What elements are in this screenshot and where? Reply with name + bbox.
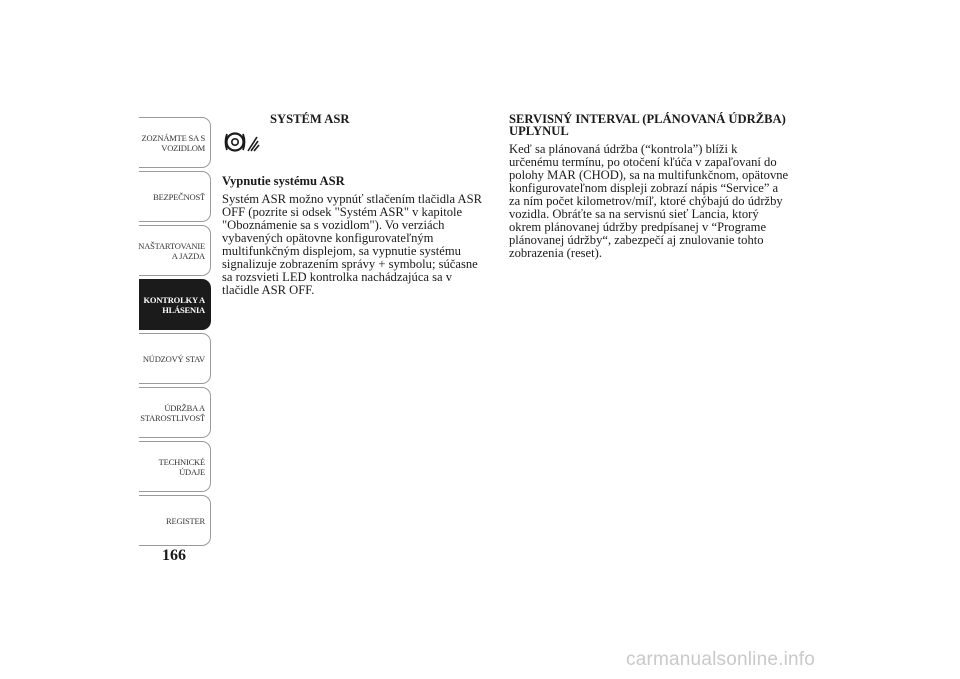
asr-section — [222, 113, 486, 297]
tab-technical-data[interactable]: TECHNICKÉ ÚDAJE — [139, 441, 211, 492]
tab-starting-driving[interactable]: NAŠTARTOVANIE A JAZDA — [139, 225, 211, 276]
service-interval-body: Keď sa plánovaná údržba (“kontrola”) blíži k určenému termínu, po otočení kľúča v zapaľovaní do polohy MAR (CHOD), sa na multifunkčnom, opätovne konfigurovateľnom displeji zobrazí nápis “Service” a za ním počet kilometrov/míľ, ktoré chýbajú do údržby vozidla. Obráťte sa na servisnú sieť Lancia, ktorý okrem plánovanej údržby predpísanej v “Programe plánovanej údržby“, zabezpečí aj znulovanie tohto zobrazenia (reset). — [509, 142, 789, 260]
tab-index[interactable]: REGISTER — [139, 495, 211, 546]
asr-title: SYSTÉM ASR — [270, 112, 350, 126]
asr-subheading: Vypnutie systému ASR — [222, 174, 345, 188]
tab-emergency[interactable]: NÚDZOVÝ STAV — [139, 333, 211, 384]
page-number: 166 — [162, 547, 186, 564]
tab-maintenance[interactable]: ÚDRŽBA A STAROSTLIVOSŤ — [139, 387, 211, 438]
tab-safety[interactable]: BEZPEČNOSŤ — [139, 171, 211, 222]
asr-warning-icon — [224, 129, 260, 155]
tab-intro[interactable]: ZOZNÁMTE SA S VOZIDLOM — [139, 117, 211, 168]
service-interval-section — [509, 113, 789, 260]
tab-warning-lights[interactable]: KONTROLKY A HLÁSENIA — [139, 279, 211, 330]
service-interval-title: SERVISNÝ INTERVAL (PLÁNOVANÁ ÚDRŽBA) UPLYNUL — [509, 112, 786, 138]
chapter-tabs — [139, 117, 211, 549]
watermark: carmanualsonline.info — [626, 649, 816, 670]
asr-body: Systém ASR možno vypnúť stlačením tlačidla ASR OFF (pozrite si odsek "Systém ASR" v kapitole "Oboznámenie sa s vozidlom"). Vo verziách vybavených opätovne konfigurovateľným multifunkčným displejom, sa vypnutie systému signalizuje zobrazením správy + symbolu; súčasne sa rozsvieti LED kontrolka nachádzajúca sa v tlačidle ASR OFF. — [222, 192, 483, 297]
